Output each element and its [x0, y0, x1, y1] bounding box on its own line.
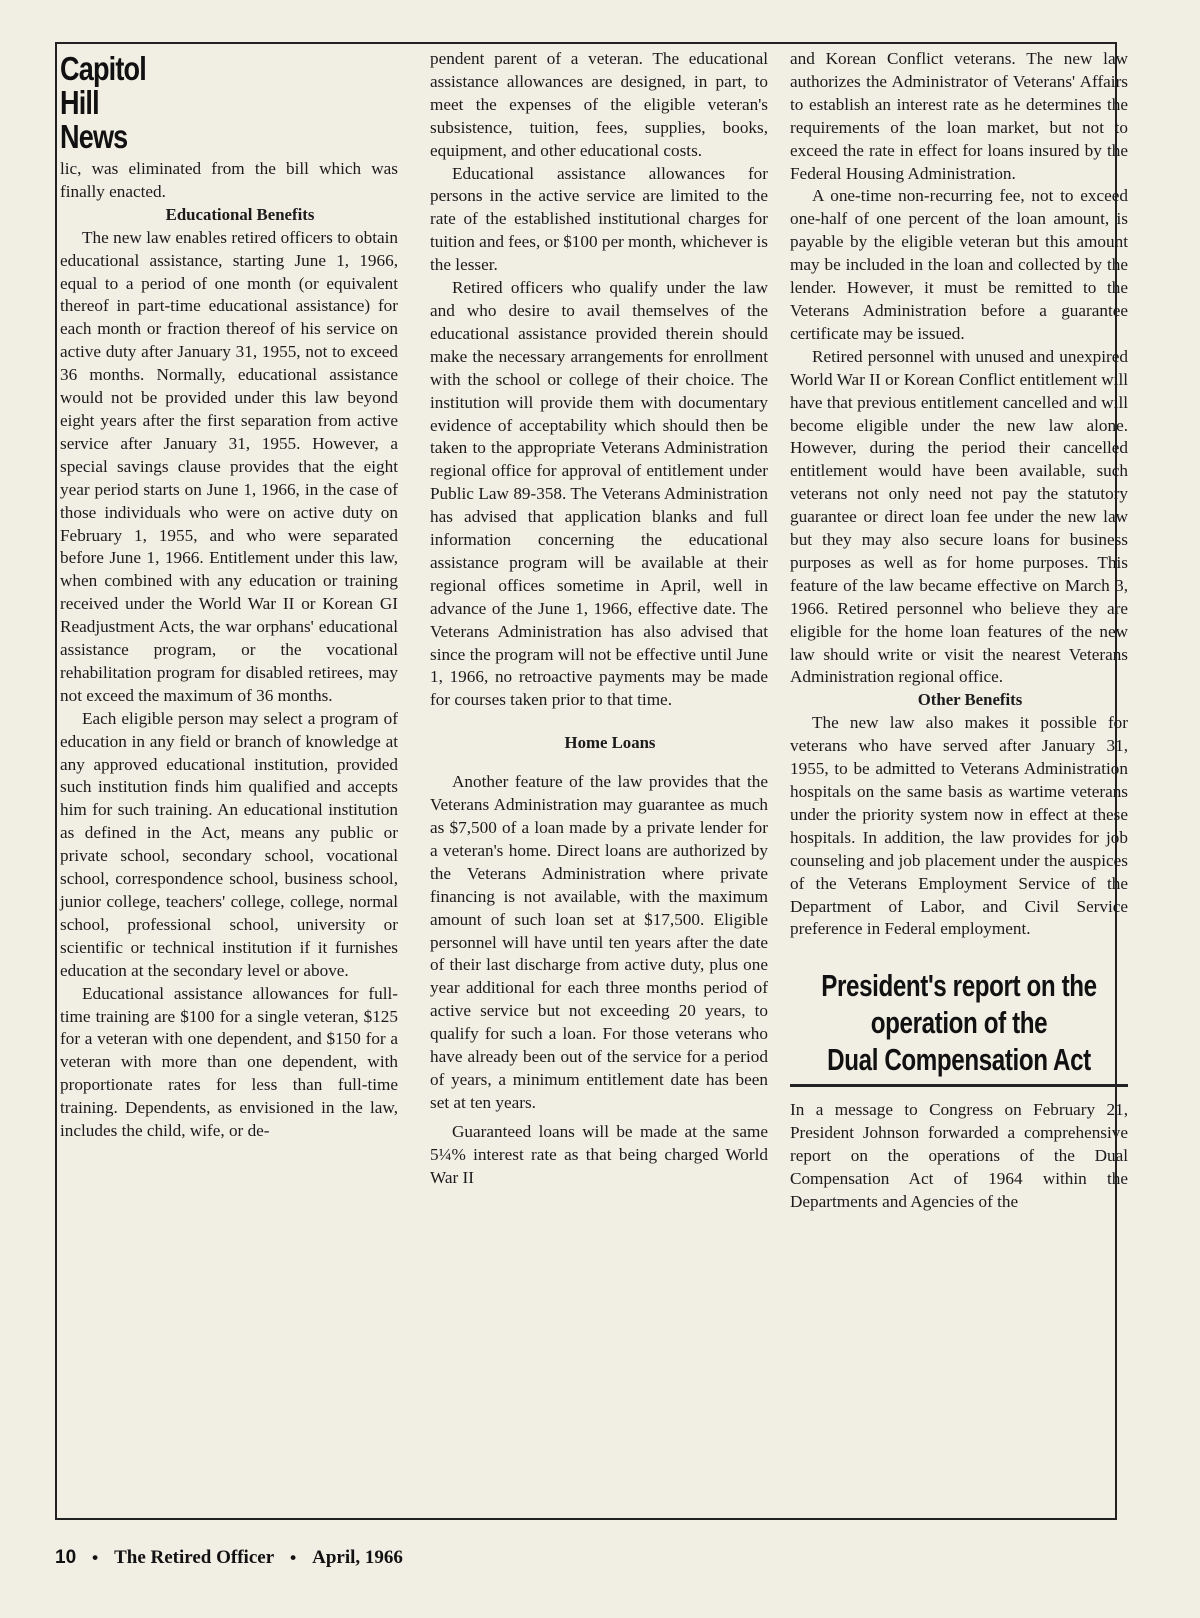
- paragraph: A one-time non-recurring fee, not to exceed one-half of one percent of the loan amount, is payable by the eligible veteran but this amount may be included in the loan and collected by the lender. However, it must be remitted to the Veterans Administration before a guarantee certificate may be issued.: [790, 186, 1128, 343]
- paragraph: Retired officers who qualify under the law and who desire to avail themselves of the educational assistance provided therein should make the necessary arrangements for enrollment with the school or college of their choice. The institution will provide them with documentary evidence of acceptability which should then be taken to the appropriate Veterans Administration regional office for approval of entitlement under Public Law 89-358. The Veterans Administration has advised that application blanks and full information concerning the educational assistance program will be available at their regional offices sometime in April, well in advance of the June 1, 1966, effective date. The Veterans Administration has also advised that since the program will not be effective until June 1, 1966, no retroactive payments may be made for courses taken prior to that time.: [430, 278, 768, 710]
- masthead-line: News: [60, 118, 128, 155]
- section-heading-other-benefits: Other Benefits: [917, 690, 1023, 710]
- separator-bullet: •: [92, 1548, 99, 1567]
- report-title: [796, 967, 1122, 1078]
- section-heading-educational-benefits: Educational Benefits: [165, 204, 315, 224]
- issue-date: April, 1966: [312, 1547, 403, 1568]
- paragraph: In a message to Congress on February 21, President Johnson forwarded a comprehensive report on the operations of the Dual Compensation Act of 1964 within the Departments and Agencies of the: [790, 1100, 1128, 1211]
- paragraph: Another feature of the law provides that the Veterans Administration may guarantee as much as $7,500 of a loan made by a private lender for a veteran's home. Direct loans are authorized by the Veterans Administration where private financing is not available, with the maximum amount of such loan set at $17,500. Eligible personnel will have until ten years after the date of their last discharge from active duty, plus one year additional for each three months period of active service but not exceeding 20 years, to qualify for such a loan. For those veterans who have already been out of the service for a period of years, a minimum entitlement date has been set at ten years.: [430, 772, 768, 1112]
- paragraph: Each eligible person may select a program of education in any field or branch of knowledge at any approved educational institution, provided such institution finds him qualified and accepts him for such training. An educational institution as defined in the Act, means any public or private school, secondary school, vocational school, correspondence school, business school, junior college, teachers' college, college, normal school, professional school, university or scientific or technical institution if it furnishes education at the secondary level or above.: [60, 708, 398, 980]
- paragraph: The new law also makes it possible for veterans who have served after January 31, 1955, to be admitted to Veterans Administration hospitals on the same basis as wartime veterans under the priority system now in effect at these hospitals. In addition, the law provides for job counseling and job placement under the auspices of the Veterans Employment Service of the Department of Labor, and Civil Service preference in Federal employment.: [790, 713, 1128, 939]
- paragraph: Educational assistance allowances for full-time training are $100 for a single veteran, $125 for a veteran with one dependent, and $150 for a veteran with more than one dependent, with proportionate rates for less than full-time training. Dependents, as envisioned in the law, includes the child, wife, or de-: [60, 983, 398, 1141]
- paragraph: The new law enables retired officers to obtain educational assistance, starting June 1, 1966, equal to a period of one month (or equivalent thereof in part-time educational assistance) for each month or fraction thereof of his service on active duty after January 31, 1955, not to exceed 36 months. Normally, educational assistance would not be provided under this law beyond eight years after the first separation from active service after January 31, 1955. However, a special savings clause provides that the eight year period starts on June 1, 1966, in the case of those individuals who were on active duty on February 1, 1955, and who were separated before June 1, 1966. Entitlement under this law, when combined with any education or training received under the World War II or Korean GI Readjustment Acts, the war orphans' educational assistance program, or the vocational rehabilitation program for disabled retirees, may not exceed the maximum of 36 months.: [60, 227, 398, 705]
- report-title-line: Dual Compensation Act: [827, 1042, 1091, 1078]
- masthead: [60, 52, 337, 154]
- masthead-line: Hill: [60, 84, 99, 121]
- column-1: [60, 48, 398, 1143]
- paragraph: Retired personnel with unused and unexpired World War II or Korean Conflict entitlement will have that previous entitlement cancelled and will become eligible under the new law alone. However, during the period their cancelled entitlement would have been available, such veterans not only need not pay the statutory guarantee or direct loan fee under the new law but they may also secure loans for business purposes as well as for home purposes. This feature of the law became effective on March 3, 1966. Retired personnel who believe they are eligible for the home loan features of the new law should write or visit the nearest Veterans Administration regional office.: [790, 346, 1128, 687]
- paragraph: Guaranteed loans will be made at the same 5¼% interest rate as that being charged World War II: [430, 1121, 768, 1187]
- page-footer: [55, 1547, 403, 1569]
- column-3: [790, 48, 1128, 1214]
- column-2: [430, 48, 768, 1190]
- page-number: 10: [55, 1547, 77, 1568]
- masthead-line: Capitol: [60, 50, 146, 87]
- paragraph: and Korean Conflict veterans. The new law authorizes the Administrator of Veterans' Affairs to establish an interest rate as he determines the requirements of the loan market, but not to exceed the rate in effect for loans insured by the Federal Housing Administration.: [790, 49, 1128, 183]
- paragraph: lic, was eliminated from the bill which was finally enacted.: [60, 159, 398, 201]
- publication-name: The Retired Officer: [114, 1547, 275, 1568]
- paragraph: Educational assistance allowances for persons in the active service are limited to the rate of the established institutional charges for tuition and fees, or $100 per month, whichever is the lesser.: [430, 163, 768, 275]
- report-title-line: President's report on the: [821, 968, 1097, 1004]
- title-rule: [790, 1084, 1128, 1087]
- section-heading-home-loans: Home Loans: [564, 733, 656, 753]
- paragraph: pendent parent of a veteran. The educational assistance allowances are designed, in part, to meet the expenses of the eligible veteran's subsistence, tuition, fees, supplies, books, equipment, and other educational costs.: [430, 49, 768, 160]
- report-title-line: operation of the: [870, 1005, 1048, 1041]
- separator-bullet: •: [290, 1548, 297, 1567]
